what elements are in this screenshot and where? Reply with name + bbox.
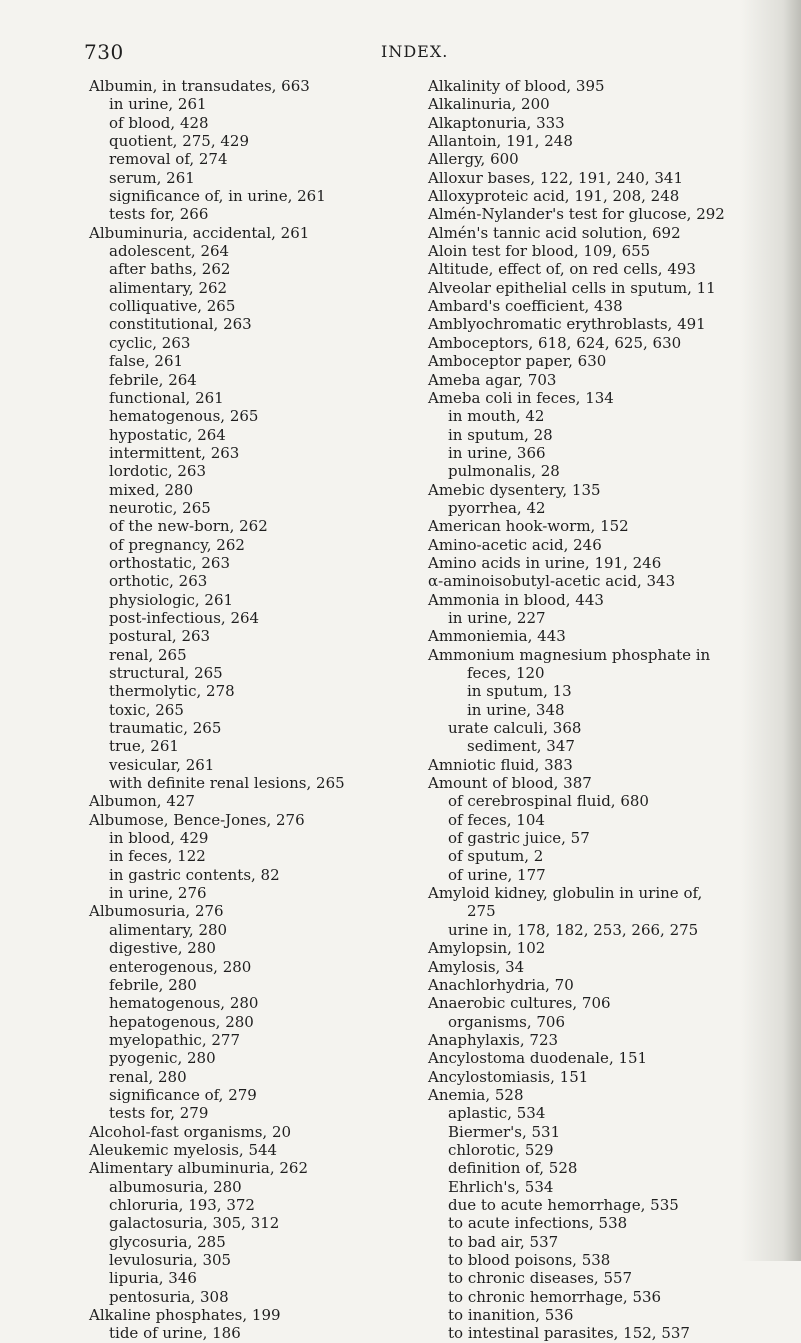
index-subentry: true, 261 [109,737,179,756]
index-subentry: in urine, 348 [467,700,565,719]
index-entry: Amylopsin, 102 [428,939,546,958]
index-subentry: Biermer's, 531 [448,1122,561,1141]
index-subentry: of sputum, 2 [448,847,544,866]
index-entry: Amboceptors, 618, 624, 625, 630 [428,333,682,352]
index-entry: Ancylostomiasis, 151 [428,1067,589,1086]
index-subentry: to inanition, 536 [448,1306,574,1325]
index-subentry: after baths, 262 [109,260,231,279]
index-entry: Allantoin, 191, 248 [428,132,573,151]
index-entry: Alcohol-fast organisms, 20 [89,1122,292,1141]
index-entry: Allergy, 600 [428,150,519,169]
index-subentry: traumatic, 265 [109,719,222,738]
index-subentry: in gastric contents, 82 [109,865,280,884]
index-subentry: toxic, 265 [109,700,184,719]
index-subentry: chloruria, 193, 372 [109,1195,255,1214]
index-subentry: albumosuria, 280 [109,1177,242,1196]
index-subentry: tests for, 266 [109,205,209,224]
index-entry: Aloin test for blood, 109, 655 [428,242,651,261]
index-subentry: constitutional, 263 [109,315,252,334]
index-entry: Ameba agar, 703 [428,370,557,389]
index-subentry: of feces, 104 [448,810,545,829]
index-subentry: orthostatic, 263 [109,553,230,572]
index-entry: Anachlorhydria, 70 [428,975,574,994]
index-entry: Amyloid kidney, globulin in urine of, [428,884,703,903]
index-entry: Amylosis, 34 [428,957,525,976]
index-subentry: chlorotic, 529 [448,1140,554,1159]
index-subentry: hypostatic, 264 [109,425,226,444]
index-subentry: to blood poisons, 538 [448,1251,611,1269]
index-entry: Amblyochromatic erythroblasts, 491 [428,315,706,334]
index-subentry: in sputum, 13 [467,682,572,701]
index-subentry: adolescent, 264 [109,242,230,261]
index-subentry: in feces, 122 [109,847,206,866]
index-entry: Ambard's coefficient, 438 [428,297,623,316]
index-subentry: hepatogenous, 280 [109,1012,254,1031]
index-subentry: definition of, 528 [448,1159,578,1178]
index-subentry: significance of, in urine, 261 [109,187,326,206]
index-subentry: neurotic, 265 [109,498,211,517]
index-subentry: mixed, 280 [109,480,194,499]
index-entry: Almén's tannic acid solution, 692 [428,223,681,242]
index-subentry: to bad air, 537 [448,1232,559,1251]
index-entry: Alveolar epithelial cells in sputum, 11 [428,278,716,297]
index-subentry: sediment, 347 [467,737,575,756]
index-entry: Albumose, Bence-Jones, 276 [89,810,305,829]
index-subentry: alimentary, 280 [109,920,228,939]
index-subentry: urate calculi, 368 [448,719,582,738]
index-subentry: false, 261 [109,352,184,371]
index-subentry: Ehrlich's, 534 [448,1177,554,1196]
index-subentry: intermittent, 263 [109,443,240,462]
index-entry: Almén-Nylander's test for glucose, 292 [428,205,725,224]
index-subentry: removal of, 274 [109,150,228,169]
index-subentry: enterogenous, 280 [109,957,252,976]
index-subentry: myelopathic, 277 [109,1030,241,1049]
index-subentry: pentosuria, 308 [109,1287,229,1306]
index-subentry: in mouth, 42 [448,407,545,426]
index-entry: Ammoniemia, 443 [428,627,566,646]
index-subentry: functional, 261 [109,388,224,407]
index-subentry: urine in, 178, 182, 253, 266, 275 [448,920,699,939]
index-subentry: glycosuria, 285 [109,1232,226,1251]
index-column-left [89,77,389,1343]
index-subentry: with definite renal lesions, 265 [109,774,345,793]
index-entry: Albumin, in transudates, 663 [89,77,310,95]
index-subentry: colliquative, 265 [109,297,236,316]
index-entry: Amino acids in urine, 191, 246 [428,553,662,572]
index-subentry: in urine, 227 [448,608,546,627]
index-entry: Alkaline phosphates, 199 [89,1306,281,1325]
index-subentry: levulosuria, 305 [109,1251,232,1269]
index-subentry: quotient, 275, 429 [109,132,250,151]
index-subentry: vesicular, 261 [109,755,215,774]
index-entry: α-aminoisobutyl-acetic acid, 343 [428,572,676,591]
index-entry: Amebic dysentery, 135 [428,480,601,499]
page-number: 730 [84,40,124,64]
index-entry: Albumosuria, 276 [89,902,224,921]
index-entry: Amino-acetic acid, 246 [428,535,602,554]
index-subentry: physiologic, 261 [109,590,234,609]
index-subentry: 275 [467,902,496,921]
index-entry: Alkalinity of blood, 395 [428,77,605,95]
index-entry: Ammonium magnesium phosphate in [428,645,711,664]
index-entry: Albuminuria, accidental, 261 [89,223,310,242]
index-subentry: digestive, 280 [109,939,216,958]
index-subentry: alimentary, 262 [109,278,228,297]
index-subentry: organisms, 706 [448,1012,565,1031]
index-subentry: lipuria, 346 [109,1269,197,1288]
index-entry: American hook-worm, 152 [428,517,629,536]
index-subentry: aplastic, 534 [448,1104,546,1123]
index-subentry: galactosuria, 305, 312 [109,1214,280,1233]
index-entry: Amount of blood, 387 [428,774,592,793]
index-subentry: to intestinal parasites, 152, 537 [448,1324,690,1343]
index-entry: Alkaptonuria, 333 [428,113,565,132]
page-header [0,40,801,70]
index-subentry: hematogenous, 265 [109,407,259,426]
index-entry: Alloxyproteic acid, 191, 208, 248 [428,187,680,206]
index-subentry: pulmonalis, 28 [448,462,560,481]
index-subentry: hematogenous, 280 [109,994,259,1013]
index-subentry: pyogenic, 280 [109,1049,216,1068]
index-entry: Anemia, 528 [428,1085,524,1104]
index-subentry: tests for, 279 [109,1104,209,1123]
index-subentry: of urine, 177 [448,865,546,884]
index-subentry: post-infectious, 264 [109,608,260,627]
index-entry: Aleukemic myelosis, 544 [89,1140,278,1159]
index-subentry: serum, 261 [109,168,195,187]
index-subentry: significance of, 279 [109,1085,257,1104]
index-subentry: cyclic, 263 [109,333,191,352]
index-subentry: to chronic diseases, 557 [448,1269,633,1288]
index-subentry: orthotic, 263 [109,572,208,591]
index-entry: Ameba coli in feces, 134 [428,388,614,407]
index-subentry: structural, 265 [109,664,223,682]
index-subentry: of pregnancy, 262 [109,535,245,554]
index-entry: Ancylostoma duodenale, 151 [428,1049,648,1068]
index-subentry: pyorrhea, 42 [448,498,546,517]
index-subentry: to acute infections, 538 [448,1214,628,1233]
index-subentry: due to acute hemorrhage, 535 [448,1195,679,1214]
index-entry: Amboceptor paper, 630 [428,352,607,371]
running-head: INDEX. [381,42,449,61]
index-subentry: renal, 265 [109,645,187,664]
index-entry: Amniotic fluid, 383 [428,755,573,774]
index-entry: Anaerobic cultures, 706 [428,994,611,1013]
index-entry: Altitude, effect of, on red cells, 493 [428,260,696,279]
index-entry: Alloxur bases, 122, 191, 240, 341 [428,168,683,187]
index-subentry: feces, 120 [467,664,545,682]
index-subentry: febrile, 264 [109,370,197,389]
index-subentry: of gastric juice, 57 [448,829,590,848]
index-subentry: of the new-born, 262 [109,517,268,536]
index-subentry: in blood, 429 [109,829,209,848]
index-entry: Anaphylaxis, 723 [428,1030,559,1049]
index-subentry: lordotic, 263 [109,462,207,481]
index-subentry: to chronic hemorrhage, 536 [448,1287,662,1306]
index-subentry: renal, 280 [109,1067,187,1086]
index-subentry: of blood, 428 [109,113,209,132]
index-subentry: in urine, 276 [109,884,207,903]
index-entry: Alkalinuria, 200 [428,95,550,114]
index-entry: Ammonia in blood, 443 [428,590,604,609]
index-subentry: thermolytic, 278 [109,682,235,701]
index-subentry: tide of urine, 186 [109,1324,241,1343]
index-entry: Alimentary albuminuria, 262 [89,1159,308,1178]
index-subentry: of cerebrospinal fluid, 680 [448,792,649,811]
index-subentry: postural, 263 [109,627,211,646]
index-subentry: febrile, 280 [109,975,197,994]
index-subentry: in urine, 366 [448,443,546,462]
index-subentry: in urine, 261 [109,95,207,114]
index-column-right [428,77,773,1343]
index-subentry: in sputum, 28 [448,425,553,444]
index-entry: Albumon, 427 [89,792,195,811]
